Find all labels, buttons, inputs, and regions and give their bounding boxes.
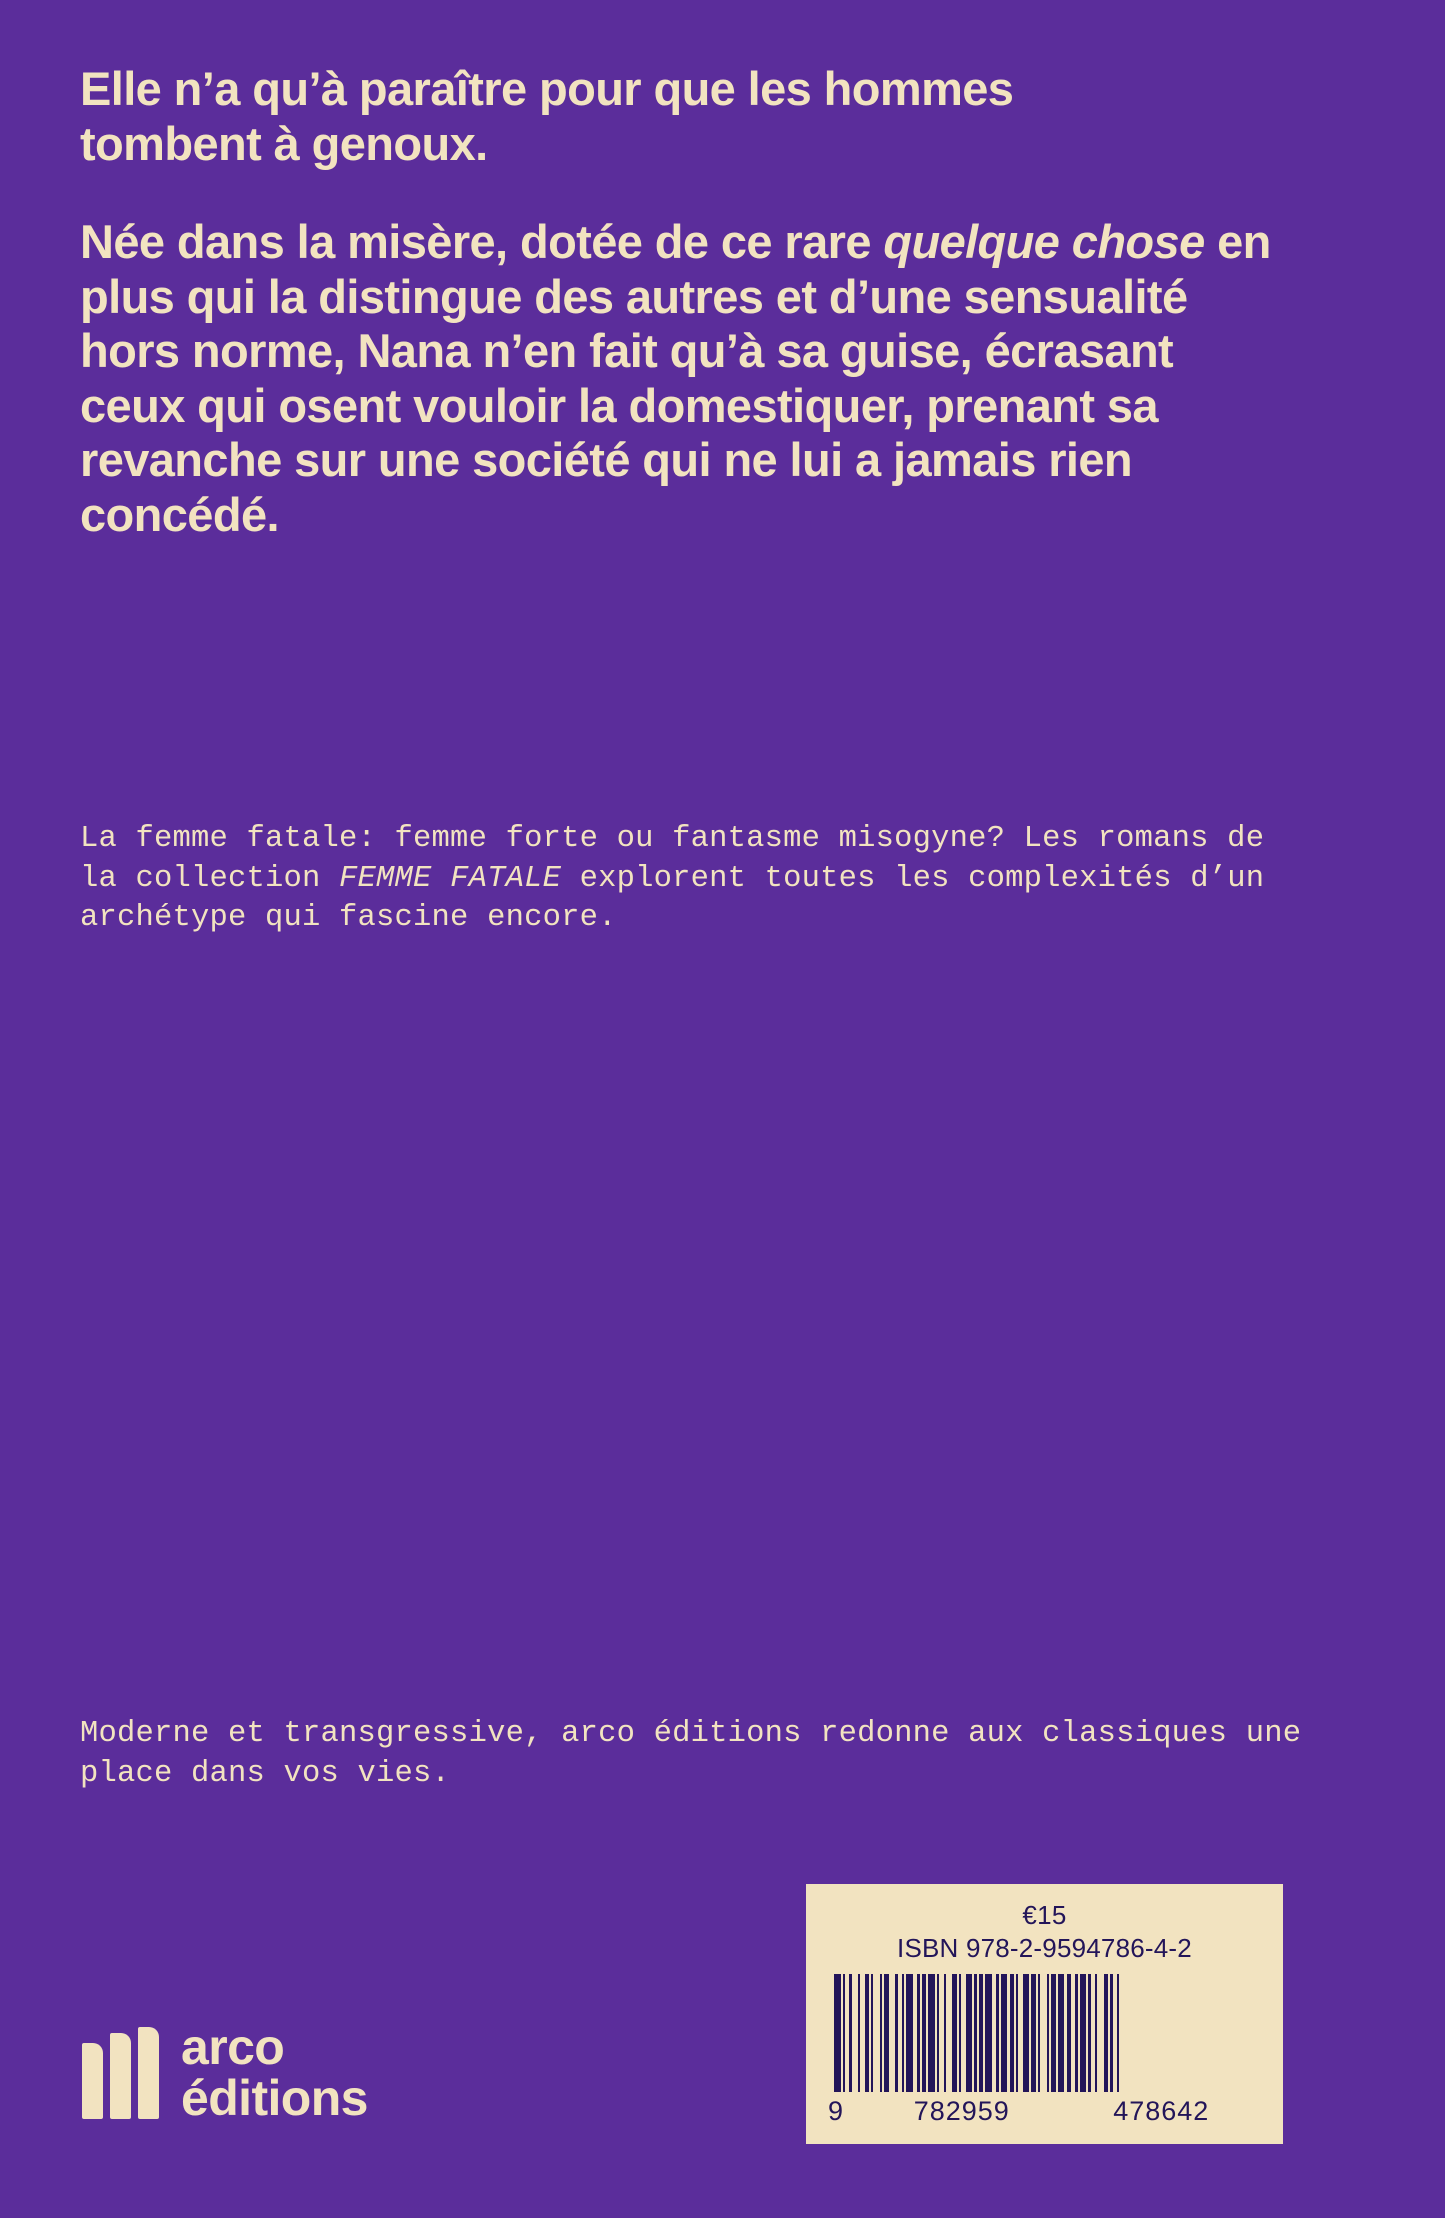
blurb-hook: Elle n’a qu’à paraître pour que les hommes tombent à genoux. [80,62,1014,170]
publisher-name [181,2019,368,2126]
synopsis-part-2: en plus qui la distingue des autres et d’une sensualité hors norme, Nana n’en fait qu’à sa guise, écrasant ceux qui osent vouloir la domestiquer, prenant sa revanche sur une société qui ne lui a jamais rien concédé. [80,215,1271,541]
publisher-name-line-1: arco [181,2019,285,2075]
publisher-tagline: Moderne et transgressive, arco éditions redonne aux classiques une place dans vos vies. [80,1717,1302,1791]
blurb-section [80,62,1290,542]
barcode-digit-left: 9 [828,2096,845,2126]
barcode-block [806,1884,1283,2144]
collection-note-part-1: La femme fatale: femme forte ou fantasme misogyne? Les romans de la collection [80,822,1265,896]
synopsis-italic-phrase: quelque chose [883,215,1205,269]
barcode-digits [828,2096,1261,2127]
publisher-name-line-2: éditions [181,2070,368,2126]
blurb-synopsis [80,215,1290,542]
barcode-icon [834,1974,1255,2092]
arco-logo-icon [82,2027,159,2119]
price-label: €15 [1022,1900,1067,1930]
collection-note [80,820,1310,939]
publisher-logo [82,2019,368,2126]
barcode-digit-group-1: 782959 [913,2096,1010,2126]
collection-note-part-2: explorent toutes les complexités d’un archétype qui fascine encore. [80,861,1265,936]
synopsis-part-1: Née dans la misère, dotée de ce rare [80,215,884,269]
collection-name: FEMME FATALE [339,861,562,896]
isbn-label: ISBN 978-2-9594786-4-2 [897,1933,1192,1963]
barcode-digit-group-2: 478642 [1113,2096,1210,2126]
